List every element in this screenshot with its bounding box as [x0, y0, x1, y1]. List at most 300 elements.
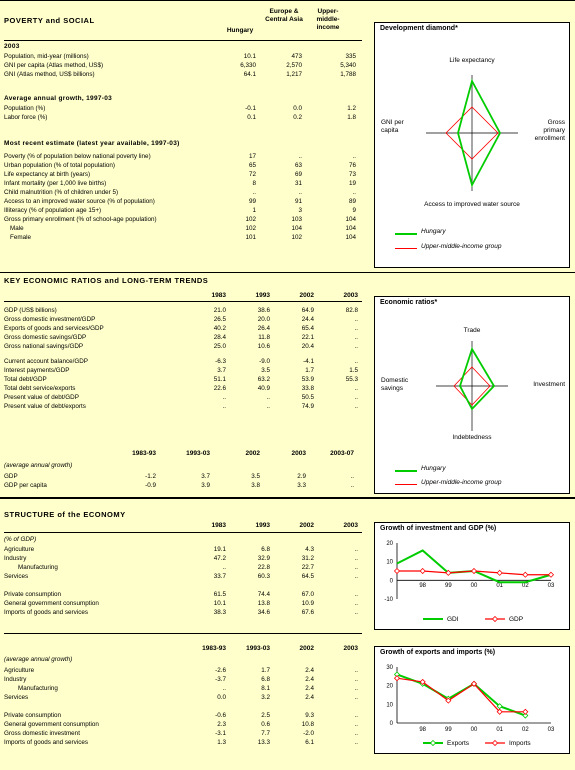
section-title-ratios: KEY ECONOMIC RATIOS and LONG-TERM TRENDS — [4, 276, 209, 285]
row-value: 10.6 — [257, 343, 270, 350]
row-value: 2.4 — [305, 676, 314, 683]
row-value: -1.2 — [145, 473, 156, 480]
row-value: .. — [222, 685, 226, 692]
row-value: 103 — [291, 216, 302, 223]
row-label: Interest payments/GDP — [4, 367, 70, 374]
row-value: -2.6 — [215, 667, 226, 674]
diamond-left-label: GNI per capita — [381, 119, 404, 134]
row-value: .. — [354, 600, 358, 607]
col-hungary: Hungary — [226, 27, 254, 34]
row-value: 8 — [252, 180, 256, 187]
row-value: 1.7 — [305, 367, 314, 374]
legend-umi: Upper-middle-income group — [421, 479, 502, 486]
row-label: Total debt/GDP — [4, 376, 47, 383]
row-value: 102 — [245, 225, 256, 232]
section-title-poverty: POVERTY and SOCIAL — [4, 16, 95, 25]
row-label: Total debt service/exports — [4, 385, 76, 392]
recent-label: Most recent estimate (latest year available, 1997-03) — [4, 140, 180, 147]
legend-umi-swatch — [395, 248, 417, 249]
legend-marker — [493, 741, 498, 746]
row-value: 2.4 — [305, 685, 314, 692]
row-label: Manufacturing — [18, 685, 58, 692]
table-row — [4, 608, 364, 617]
row-label: GDP — [4, 473, 18, 480]
table-row — [4, 590, 364, 599]
row-label: GNI per capita (Atlas method, US$) — [4, 62, 104, 69]
row-value: 99 — [248, 198, 256, 205]
row-value: 6,330 — [240, 62, 256, 69]
row-value: .. — [354, 343, 358, 350]
row-value: 19 — [348, 180, 356, 187]
row-value: 82.8 — [345, 307, 358, 314]
row-label: GDP (US$ billions) — [4, 307, 57, 314]
row-value: -6.3 — [215, 358, 226, 365]
table-row — [4, 729, 364, 738]
legend-hungary-swatch — [395, 233, 417, 235]
row-value: 3.7 — [217, 367, 226, 374]
row-label: Present value of debt/GDP — [4, 394, 79, 401]
table-row — [4, 675, 364, 684]
legend-hungary: Hungary — [421, 228, 446, 235]
column-header: 2002 — [245, 450, 260, 457]
x-tick-label: 99 — [444, 583, 452, 589]
row-value: 17 — [248, 153, 256, 160]
row-value: 0.0 — [293, 105, 302, 112]
row-label: General government consumption — [4, 600, 99, 607]
row-value: .. — [352, 189, 356, 196]
row-value: 10.1 — [243, 53, 256, 60]
row-value: 101 — [245, 234, 256, 241]
column-header: 2002 — [299, 522, 314, 529]
row-value: 20.0 — [257, 316, 270, 323]
row-value: 19.1 — [213, 546, 226, 553]
row-value: 28.4 — [213, 334, 226, 341]
column-header: 2002 — [299, 292, 314, 299]
row-value: .. — [354, 591, 358, 598]
chart1-title: Growth of investment and GDP (%) — [380, 525, 497, 532]
row-value: 1.8 — [347, 114, 356, 121]
row-value: 2.5 — [261, 712, 270, 719]
x-tick-label: 00 — [470, 583, 478, 589]
x-tick-label: 02 — [521, 727, 529, 733]
row-value: .. — [354, 721, 358, 728]
row-value: 2.4 — [305, 667, 314, 674]
row-value: .. — [354, 334, 358, 341]
row-value: 10.8 — [301, 721, 314, 728]
row-value: 22.1 — [301, 334, 314, 341]
row-value: .. — [354, 316, 358, 323]
row-label: Gross primary enrollment (% of school-age population) — [4, 216, 157, 223]
table-row — [4, 693, 364, 702]
row-value: 72 — [248, 171, 256, 178]
row-value: -4.1 — [303, 358, 314, 365]
row-label: Gross domestic investment — [4, 730, 80, 737]
row-label: Life expectancy at birth (years) — [4, 171, 91, 178]
y-tick-label: 30 — [386, 665, 393, 671]
row-value: 63.2 — [257, 376, 270, 383]
table-row — [4, 393, 364, 402]
row-value: 104 — [345, 234, 356, 241]
table-row — [4, 333, 364, 342]
table-row — [4, 720, 364, 729]
x-tick-label: 00 — [470, 727, 478, 733]
col-umi: Upper-middle-income — [316, 8, 340, 31]
row-value: 3.3 — [297, 482, 306, 489]
row-value: 53.9 — [301, 376, 314, 383]
table-row — [4, 684, 364, 693]
row-value: 22.7 — [301, 564, 314, 571]
legend-label: Imports — [509, 740, 531, 747]
row-label: Poverty (% of population below national poverty line) — [4, 153, 151, 160]
divider — [0, 272, 575, 273]
row-value: 6.8 — [261, 546, 270, 553]
row-value: 1,217 — [286, 71, 302, 78]
table-row — [4, 152, 364, 161]
row-value: 3.5 — [261, 367, 270, 374]
row-value: 67.6 — [301, 609, 314, 616]
row-value: .. — [354, 394, 358, 401]
row-value: 2.9 — [297, 473, 306, 480]
legend-label: GDI — [447, 616, 459, 623]
row-value: 104 — [291, 225, 302, 232]
row-value: 89 — [348, 198, 356, 205]
row-label: GNI (Atlas method, US$ billions) — [4, 71, 95, 78]
row-value: 0.0 — [217, 694, 226, 701]
row-value: .. — [350, 473, 354, 480]
row-value: 102 — [245, 216, 256, 223]
row-value: 64.1 — [243, 71, 256, 78]
row-label: Exports of goods and services/GDP — [4, 325, 104, 332]
row-value: 55.3 — [345, 376, 358, 383]
row-label: Private consumption — [4, 712, 62, 719]
table-row — [4, 215, 364, 224]
row-value: .. — [354, 609, 358, 616]
row-value: .. — [350, 482, 354, 489]
row-value: 74.4 — [257, 591, 270, 598]
table-row — [4, 738, 364, 747]
y-tick-label: 0 — [389, 721, 393, 727]
legend-hungary-swatch — [395, 470, 417, 472]
row-value: 4.3 — [305, 546, 314, 553]
row-value: 7.7 — [261, 730, 270, 737]
development-diamond-panel — [374, 22, 570, 268]
row-value: 34.6 — [257, 609, 270, 616]
table-row — [4, 61, 364, 70]
table-row — [4, 188, 364, 197]
row-label: Female — [10, 234, 31, 241]
table-row — [4, 161, 364, 170]
row-value: .. — [354, 685, 358, 692]
row-value: .. — [298, 189, 302, 196]
row-value: .. — [354, 385, 358, 392]
row-value: 8.1 — [261, 685, 270, 692]
row-value: 13.8 — [257, 600, 270, 607]
diamond-chart — [422, 71, 522, 195]
row-value: 64.5 — [301, 573, 314, 580]
table-row — [4, 170, 364, 179]
diamond-bottom-label: Access to improved water source — [424, 201, 520, 208]
data-point — [395, 569, 400, 574]
row-value: 24.4 — [301, 316, 314, 323]
ratios-left-label: Domestic savings — [381, 377, 409, 392]
table-row — [4, 563, 364, 572]
legend-marker — [493, 617, 498, 622]
column-header: 1983 — [211, 522, 226, 529]
row-value: .. — [352, 153, 356, 160]
row-value: .. — [222, 394, 226, 401]
data-point — [523, 572, 528, 577]
ratios-chart — [432, 337, 512, 435]
row-value: .. — [354, 564, 358, 571]
row-value: 31 — [294, 180, 302, 187]
row-value: -0.6 — [215, 712, 226, 719]
row-value: 26.5 — [213, 316, 226, 323]
ratios-bottom-label: Indebtedness — [452, 434, 492, 441]
row-value: 74.9 — [301, 403, 314, 410]
economic-ratios-panel — [374, 296, 570, 494]
table-row — [4, 113, 364, 122]
row-label: Infant mortality (per 1,000 live births) — [4, 180, 107, 187]
row-value: 65 — [248, 162, 256, 169]
row-label: Services — [4, 573, 29, 580]
table-row — [4, 366, 364, 375]
row-label: Imports of goods and services — [4, 739, 88, 746]
row-label: Imports of goods and services — [4, 609, 88, 616]
row-label: Present value of debt/exports — [4, 403, 86, 410]
legend-umi: Upper-middle-income group — [421, 243, 502, 250]
row-label: GDP per capita — [4, 482, 47, 489]
table-row — [4, 402, 364, 411]
section-title-structure: STRUCTURE of the ECONOMY — [4, 510, 126, 519]
row-value: -0.1 — [245, 105, 256, 112]
table-row — [4, 233, 364, 242]
row-value: 31.2 — [301, 555, 314, 562]
divider — [4, 532, 362, 533]
table-row — [4, 666, 364, 675]
table-row — [4, 554, 364, 563]
column-header: 1993-03 — [246, 645, 270, 652]
row-value: .. — [298, 153, 302, 160]
table-row — [4, 224, 364, 233]
row-value: 33.7 — [213, 573, 226, 580]
divider — [0, 497, 575, 499]
row-value: 1 — [252, 207, 256, 214]
table-row — [4, 599, 364, 608]
row-value: 11.8 — [258, 334, 270, 341]
column-header: 1993 — [255, 292, 270, 299]
col-eca: Europe & Central Asia — [265, 8, 303, 23]
row-value: .. — [222, 403, 226, 410]
row-value: -9.0 — [259, 358, 270, 365]
row-label: Child malnutrition (% of children under 5) — [4, 189, 119, 196]
row-label: Current account balance/GDP — [4, 358, 89, 365]
row-value: 335 — [345, 53, 356, 60]
series-line-gdi — [397, 550, 551, 582]
column-header: 1993 — [255, 522, 270, 529]
data-point — [395, 676, 400, 681]
row-value: 6.1 — [305, 739, 314, 746]
row-value: 1,788 — [340, 71, 356, 78]
y-tick-label: 10 — [386, 702, 393, 709]
data-point — [420, 569, 425, 574]
divider — [4, 40, 362, 41]
row-value: 3.8 — [251, 482, 260, 489]
table-row — [4, 315, 364, 324]
row-value: .. — [354, 555, 358, 562]
column-header: 2003 — [343, 292, 358, 299]
data-point — [549, 572, 554, 577]
row-value: 9.3 — [305, 712, 314, 719]
x-tick-label: 99 — [444, 727, 452, 733]
row-value: 32.9 — [257, 555, 270, 562]
table-row — [4, 572, 364, 581]
row-value: 2,570 — [286, 62, 302, 69]
table-row — [4, 70, 364, 79]
row-value: 22.8 — [257, 564, 270, 571]
row-value: .. — [354, 667, 358, 674]
row-value: 76 — [348, 162, 356, 169]
row-value: 21.0 — [213, 307, 226, 314]
row-value: 1.2 — [347, 105, 356, 112]
y-tick-label: 20 — [386, 541, 393, 547]
table-row — [4, 197, 364, 206]
row-value: 1.5 — [349, 367, 358, 374]
row-value: .. — [354, 739, 358, 746]
table-row — [4, 357, 364, 366]
row-value: 38.3 — [213, 609, 226, 616]
row-label: Urban population (% of total population) — [4, 162, 115, 169]
growth-label: Average annual growth, 1997-03 — [4, 95, 113, 102]
row-value: 2.4 — [305, 694, 314, 701]
table-row — [4, 342, 364, 351]
row-value: 50.5 — [301, 394, 314, 401]
row-value: 69 — [294, 171, 302, 178]
chart2-title: Growth of exports and imports (%) — [380, 649, 496, 656]
row-label: Access to an improved water source (% of population) — [4, 198, 155, 205]
row-value: -2.0 — [303, 730, 314, 737]
legend-label: Exports — [447, 740, 470, 747]
row-value: 26.4 — [257, 325, 270, 332]
divider — [4, 633, 362, 634]
row-value: 25.0 — [213, 343, 226, 350]
row-value: .. — [354, 403, 358, 410]
row-value: .. — [354, 325, 358, 332]
ratios-right-label: Investment — [533, 381, 565, 388]
divider — [4, 301, 362, 302]
row-value: 60.3 — [257, 573, 270, 580]
row-label: Agriculture — [4, 546, 35, 553]
x-tick-label: 98 — [419, 583, 427, 589]
row-value: .. — [266, 394, 270, 401]
row-value: 22.6 — [213, 385, 226, 392]
column-header: 2002 — [299, 645, 314, 652]
row-value: 73 — [348, 171, 356, 178]
row-value: .. — [252, 189, 256, 196]
row-value: 5,340 — [340, 62, 356, 69]
top-border — [0, 0, 575, 1]
series-line-imports — [397, 678, 525, 712]
row-value: 51.1 — [213, 376, 226, 383]
row-value: 20.4 — [301, 343, 314, 350]
row-value: 1.3 — [217, 739, 226, 746]
exports-imports-chart — [375, 661, 569, 753]
row-value: .. — [354, 573, 358, 580]
row-label: Population, mid-year (millions) — [4, 53, 89, 60]
row-value: 6.8 — [261, 676, 270, 683]
row-value: 0.1 — [247, 114, 256, 121]
year-label: 2003 — [4, 43, 20, 50]
table-row — [4, 481, 364, 490]
row-value: 2.3 — [217, 721, 226, 728]
y-tick-label: 20 — [386, 683, 393, 690]
row-value: 10.9 — [301, 600, 314, 607]
column-header: 2003 — [343, 645, 358, 652]
table-row — [4, 324, 364, 333]
row-label: Labor force (%) — [4, 114, 48, 121]
row-value: 473 — [291, 53, 302, 60]
row-label: Industry — [4, 555, 27, 562]
row-label: Population (%) — [4, 105, 46, 112]
x-tick-label: 01 — [496, 583, 504, 589]
table-row — [4, 104, 364, 113]
row-value: 102 — [291, 234, 302, 241]
table-row — [4, 206, 364, 215]
x-tick-label: 02 — [521, 583, 529, 589]
row-value: .. — [266, 403, 270, 410]
row-value: 63 — [294, 162, 302, 169]
row-value: -3.1 — [215, 730, 226, 737]
row-value: 65.4 — [301, 325, 314, 332]
row-label: Services — [4, 694, 29, 701]
growth-label-2: (average annual growth) — [4, 462, 73, 469]
row-value: 91 — [294, 198, 302, 205]
table-row — [4, 545, 364, 554]
legend-marker — [431, 741, 436, 746]
growth-label-3: (average annual growth) — [4, 656, 73, 663]
row-label: Male — [10, 225, 24, 232]
row-value: 67.0 — [301, 591, 314, 598]
y-tick-label: -10 — [384, 597, 393, 603]
row-value: 3 — [298, 207, 302, 214]
row-label: Manufacturing — [18, 564, 58, 571]
row-value: -3.7 — [215, 676, 226, 683]
table-row — [4, 52, 364, 61]
column-header: 1983 — [211, 292, 226, 299]
table-row — [4, 711, 364, 720]
row-value: 104 — [345, 225, 356, 232]
row-value: 0.6 — [261, 721, 270, 728]
table-row — [4, 384, 364, 393]
row-value: .. — [222, 564, 226, 571]
data-point — [523, 709, 528, 714]
row-value: 47.2 — [213, 555, 226, 562]
row-value: 61.5 — [213, 591, 226, 598]
row-value: .. — [354, 676, 358, 683]
row-value: 3.7 — [201, 473, 210, 480]
row-value: 33.8 — [301, 385, 314, 392]
row-value: 3.5 — [251, 473, 260, 480]
pct-label: (% of GDP) — [4, 536, 37, 543]
row-value: 3.2 — [261, 694, 270, 701]
row-value: -0.9 — [145, 482, 156, 489]
row-value: .. — [354, 694, 358, 701]
row-value: 64.9 — [301, 307, 314, 314]
x-tick-label: 03 — [547, 727, 555, 733]
row-value: .. — [354, 730, 358, 737]
gdi-gdp-chart-panel — [374, 522, 570, 630]
row-label: Gross domestic investment/GDP — [4, 316, 96, 323]
row-value: 40.9 — [257, 385, 270, 392]
